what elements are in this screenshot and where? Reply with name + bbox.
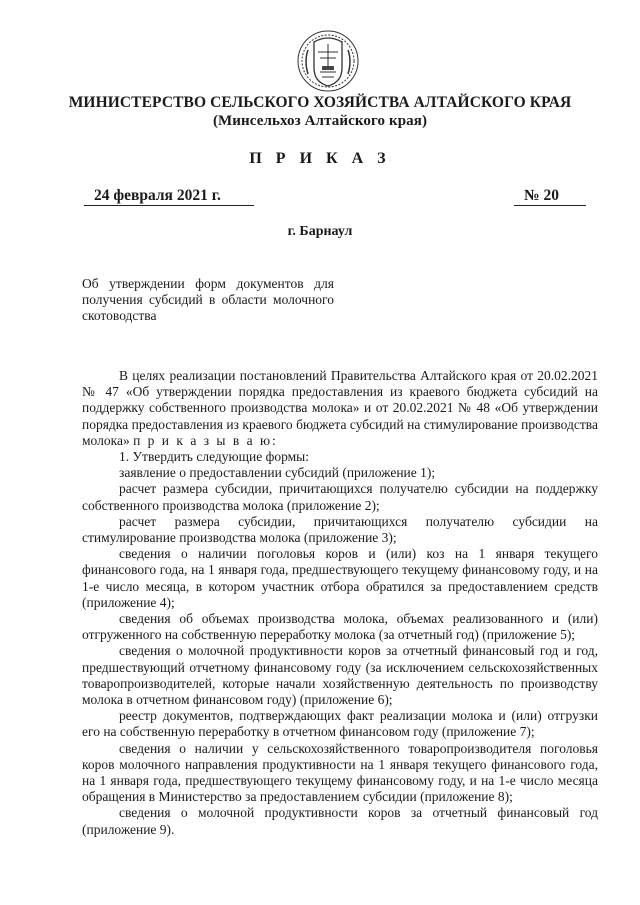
- form-item: сведения о молочной продуктивности коров за отчетный финансовый год и год, предшествующий отчетному финансовому году (за исключением сельскохозяйственных товаропроизводителей, которые начали хозяйственную деятельность по производству молока в отчетном финансовом году) (приложение 6);: [82, 643, 598, 708]
- order-verb: п р и к а з ы в а ю:: [133, 432, 278, 448]
- ministry-short-name: (Минсельхоз Алтайского края): [212, 113, 428, 129]
- form-item: расчет размера субсидии, причитающихся получателю субсидии на стимулирование производства молока (приложение 3);: [82, 513, 598, 546]
- ministry-name: МИНИСТЕРСТВО СЕЛЬСКОГО ХОЗЯЙСТВА АЛТАЙСКОГО КРАЯ: [68, 94, 572, 111]
- order-date: 24 февраля 2021 г.: [84, 187, 254, 206]
- order-number: № 20: [514, 187, 586, 206]
- coat-of-arms-icon: [296, 28, 360, 94]
- order-body: [82, 368, 598, 838]
- document-type: П Р И К А З: [249, 150, 391, 167]
- form-item: сведения о молочной продуктивности коров за отчетный финансовый год (приложение 9).: [82, 805, 598, 837]
- preamble-text: В целях реализации постановлений Правительства Алтайского края от 20.02.2021 № 47 «Об утверждении порядка предоставления из краевого бюджета субсидий на поддержку собственного производства молока» и от 20.02.2021 № 48 «Об утверждении порядка предоставления из краевого бюджета субсидий на стимулирование производства молока»: [82, 368, 598, 448]
- form-item: заявление о предоставлении субсидий (приложение 1);: [119, 465, 436, 481]
- order-city: г. Барнаул: [287, 224, 353, 239]
- form-item: реестр документов, подтверждающих факт реализации молока и (или) отгрузки его на собственную переработку в отчетном финансовом году (приложение 7);: [82, 708, 598, 740]
- order-item: 1. Утвердить следующие формы:: [119, 449, 309, 465]
- form-item: сведения о наличии поголовья коров и (или) коз на 1 января текущего финансового года, на 1 января года, предшествующего текущему финансовому году, и на 1-е число месяца, в котором участник отбора обратился за предоставлением средств (приложение 4);: [82, 546, 598, 610]
- preamble: [82, 368, 598, 449]
- form-item: сведения об объемах производства молока, объемах реализованного и (или) отгруженного на собственную переработку молока (за отчетный год) (приложение 5);: [82, 611, 598, 643]
- order-subject: Об утверждении форм документов для получения субсидий в области молочного скотоводства: [82, 276, 334, 323]
- form-item: расчет размера субсидии, причитающихся получателю субсидии на поддержку собственного производства молока (приложение 2);: [82, 481, 598, 513]
- form-item: сведения о наличии у сельскохозяйственного товаропроизводителя поголовья коров молочного направления продуктивности на 1 января текущего финансового года, на 1 января года, предшествующего текущему финансовому году, и на 1-е число месяца обращения в Министерство за предоставлением субсидии (приложение 8);: [82, 740, 598, 805]
